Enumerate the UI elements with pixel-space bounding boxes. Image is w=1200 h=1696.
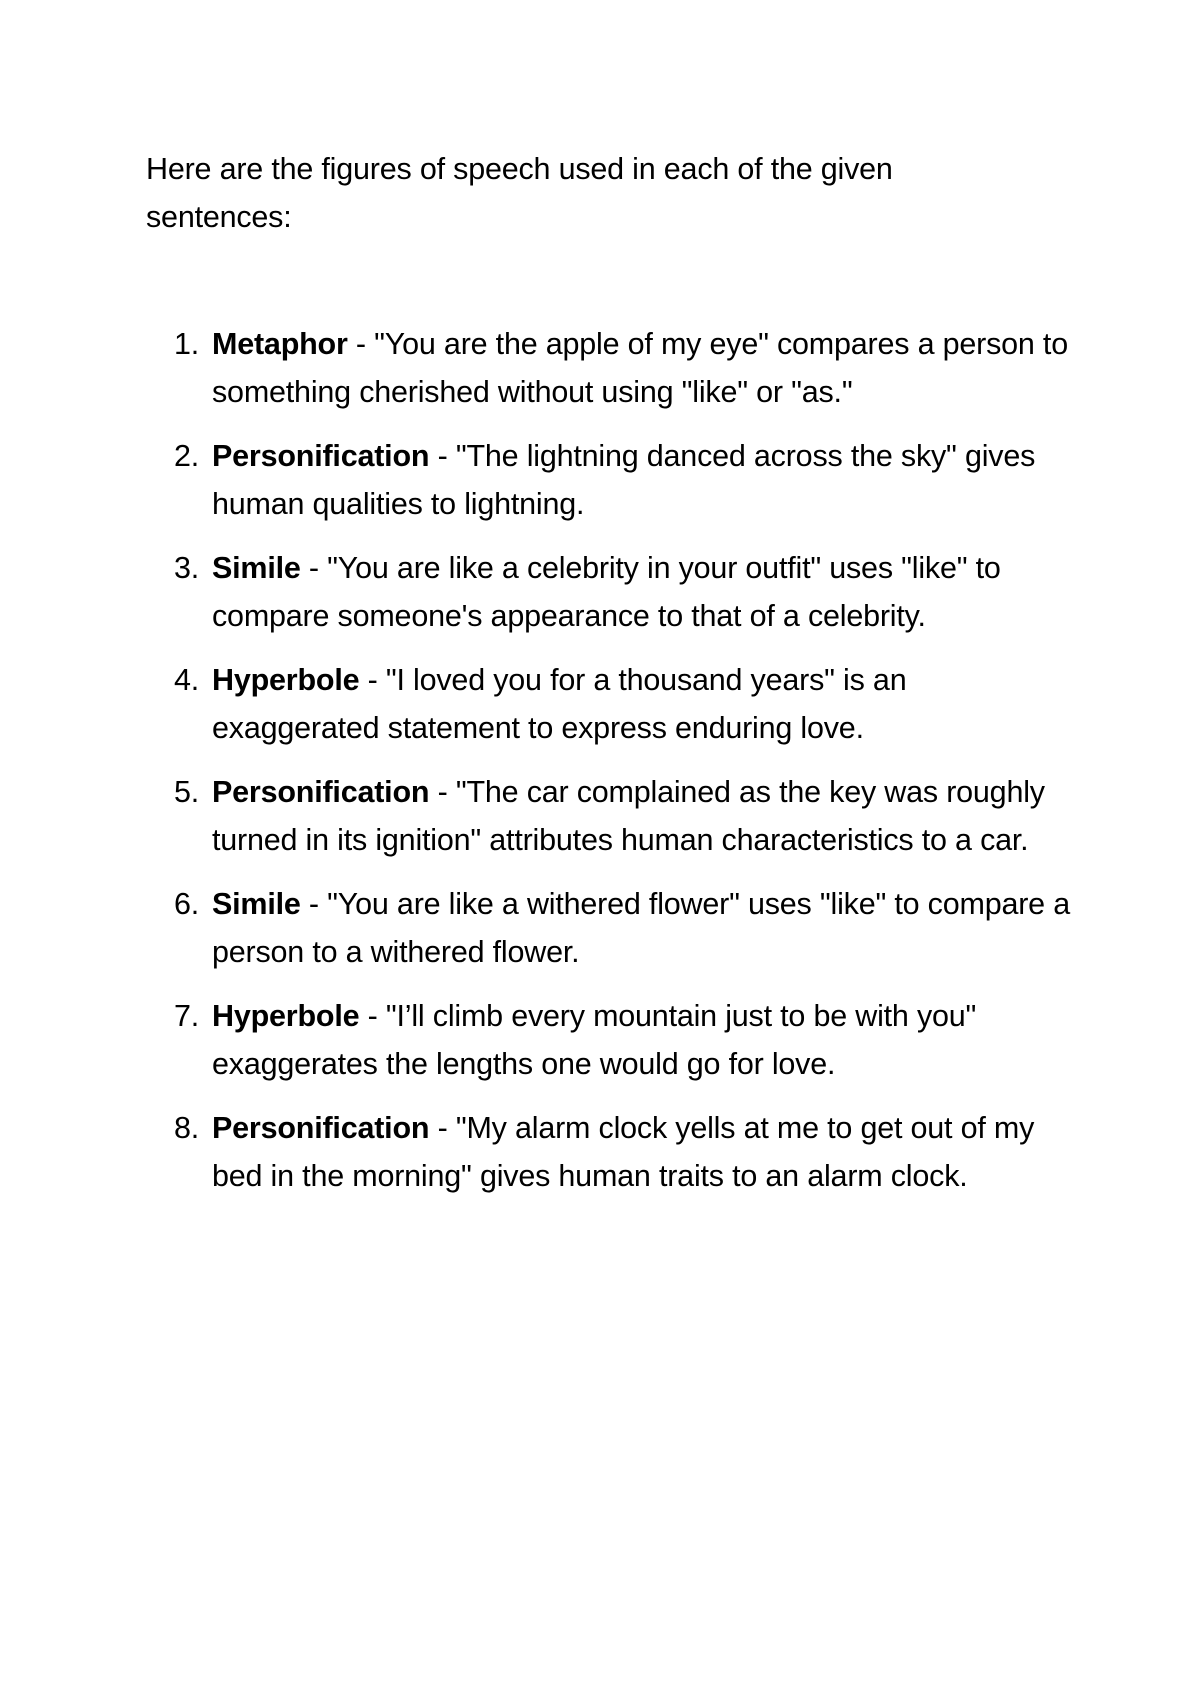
figure-term: Metaphor [212, 327, 348, 361]
list-item [146, 544, 1076, 640]
figure-term: Personification [212, 439, 430, 473]
item-number: 1. [174, 327, 200, 361]
figure-term: Simile [212, 887, 301, 921]
list-item [146, 880, 1076, 976]
item-number: 3. [174, 551, 200, 585]
list-item [146, 992, 1076, 1088]
list-item [146, 432, 1076, 528]
figure-explanation: - "You are the apple of my eye" compares a person to something cherished without using "like" or "as." [212, 327, 1068, 409]
list-item [146, 768, 1076, 864]
figure-term: Personification [212, 1111, 430, 1145]
list-item [146, 1104, 1076, 1200]
figure-term: Hyperbole [212, 663, 360, 697]
item-number: 8. [174, 1111, 200, 1145]
figure-term: Personification [212, 775, 430, 809]
list-item [146, 320, 1076, 416]
list-item [146, 656, 1076, 752]
figures-of-speech-list [146, 320, 1076, 1216]
figure-explanation: - "You are like a withered flower" uses "like" to compare a person to a withered flower. [212, 887, 1070, 969]
item-number: 2. [174, 439, 200, 473]
intro-paragraph: Here are the figures of speech used in each of the given sentences: [146, 152, 893, 234]
item-number: 4. [174, 663, 200, 697]
figure-term: Simile [212, 551, 301, 585]
item-number: 7. [174, 999, 200, 1033]
item-number: 6. [174, 887, 200, 921]
figure-explanation: - "I loved you for a thousand years" is an exaggerated statement to express enduring love. [212, 663, 907, 745]
figure-explanation: - "The car complained as the key was roughly turned in its ignition" attributes human characteristics to a car. [212, 775, 1045, 857]
item-number: 5. [174, 775, 200, 809]
figure-term: Hyperbole [212, 999, 360, 1033]
figure-explanation: - "You are like a celebrity in your outfit" uses "like" to compare someone's appearance to that of a celebrity. [212, 551, 1001, 633]
figure-explanation: - "The lightning danced across the sky" gives human qualities to lightning. [212, 439, 1036, 521]
figure-explanation: - "My alarm clock yells at me to get out of my bed in the morning" gives human traits to an alarm clock. [212, 1111, 1035, 1193]
figure-explanation: - "I’ll climb every mountain just to be with you" exaggerates the lengths one would go for love. [212, 999, 977, 1081]
